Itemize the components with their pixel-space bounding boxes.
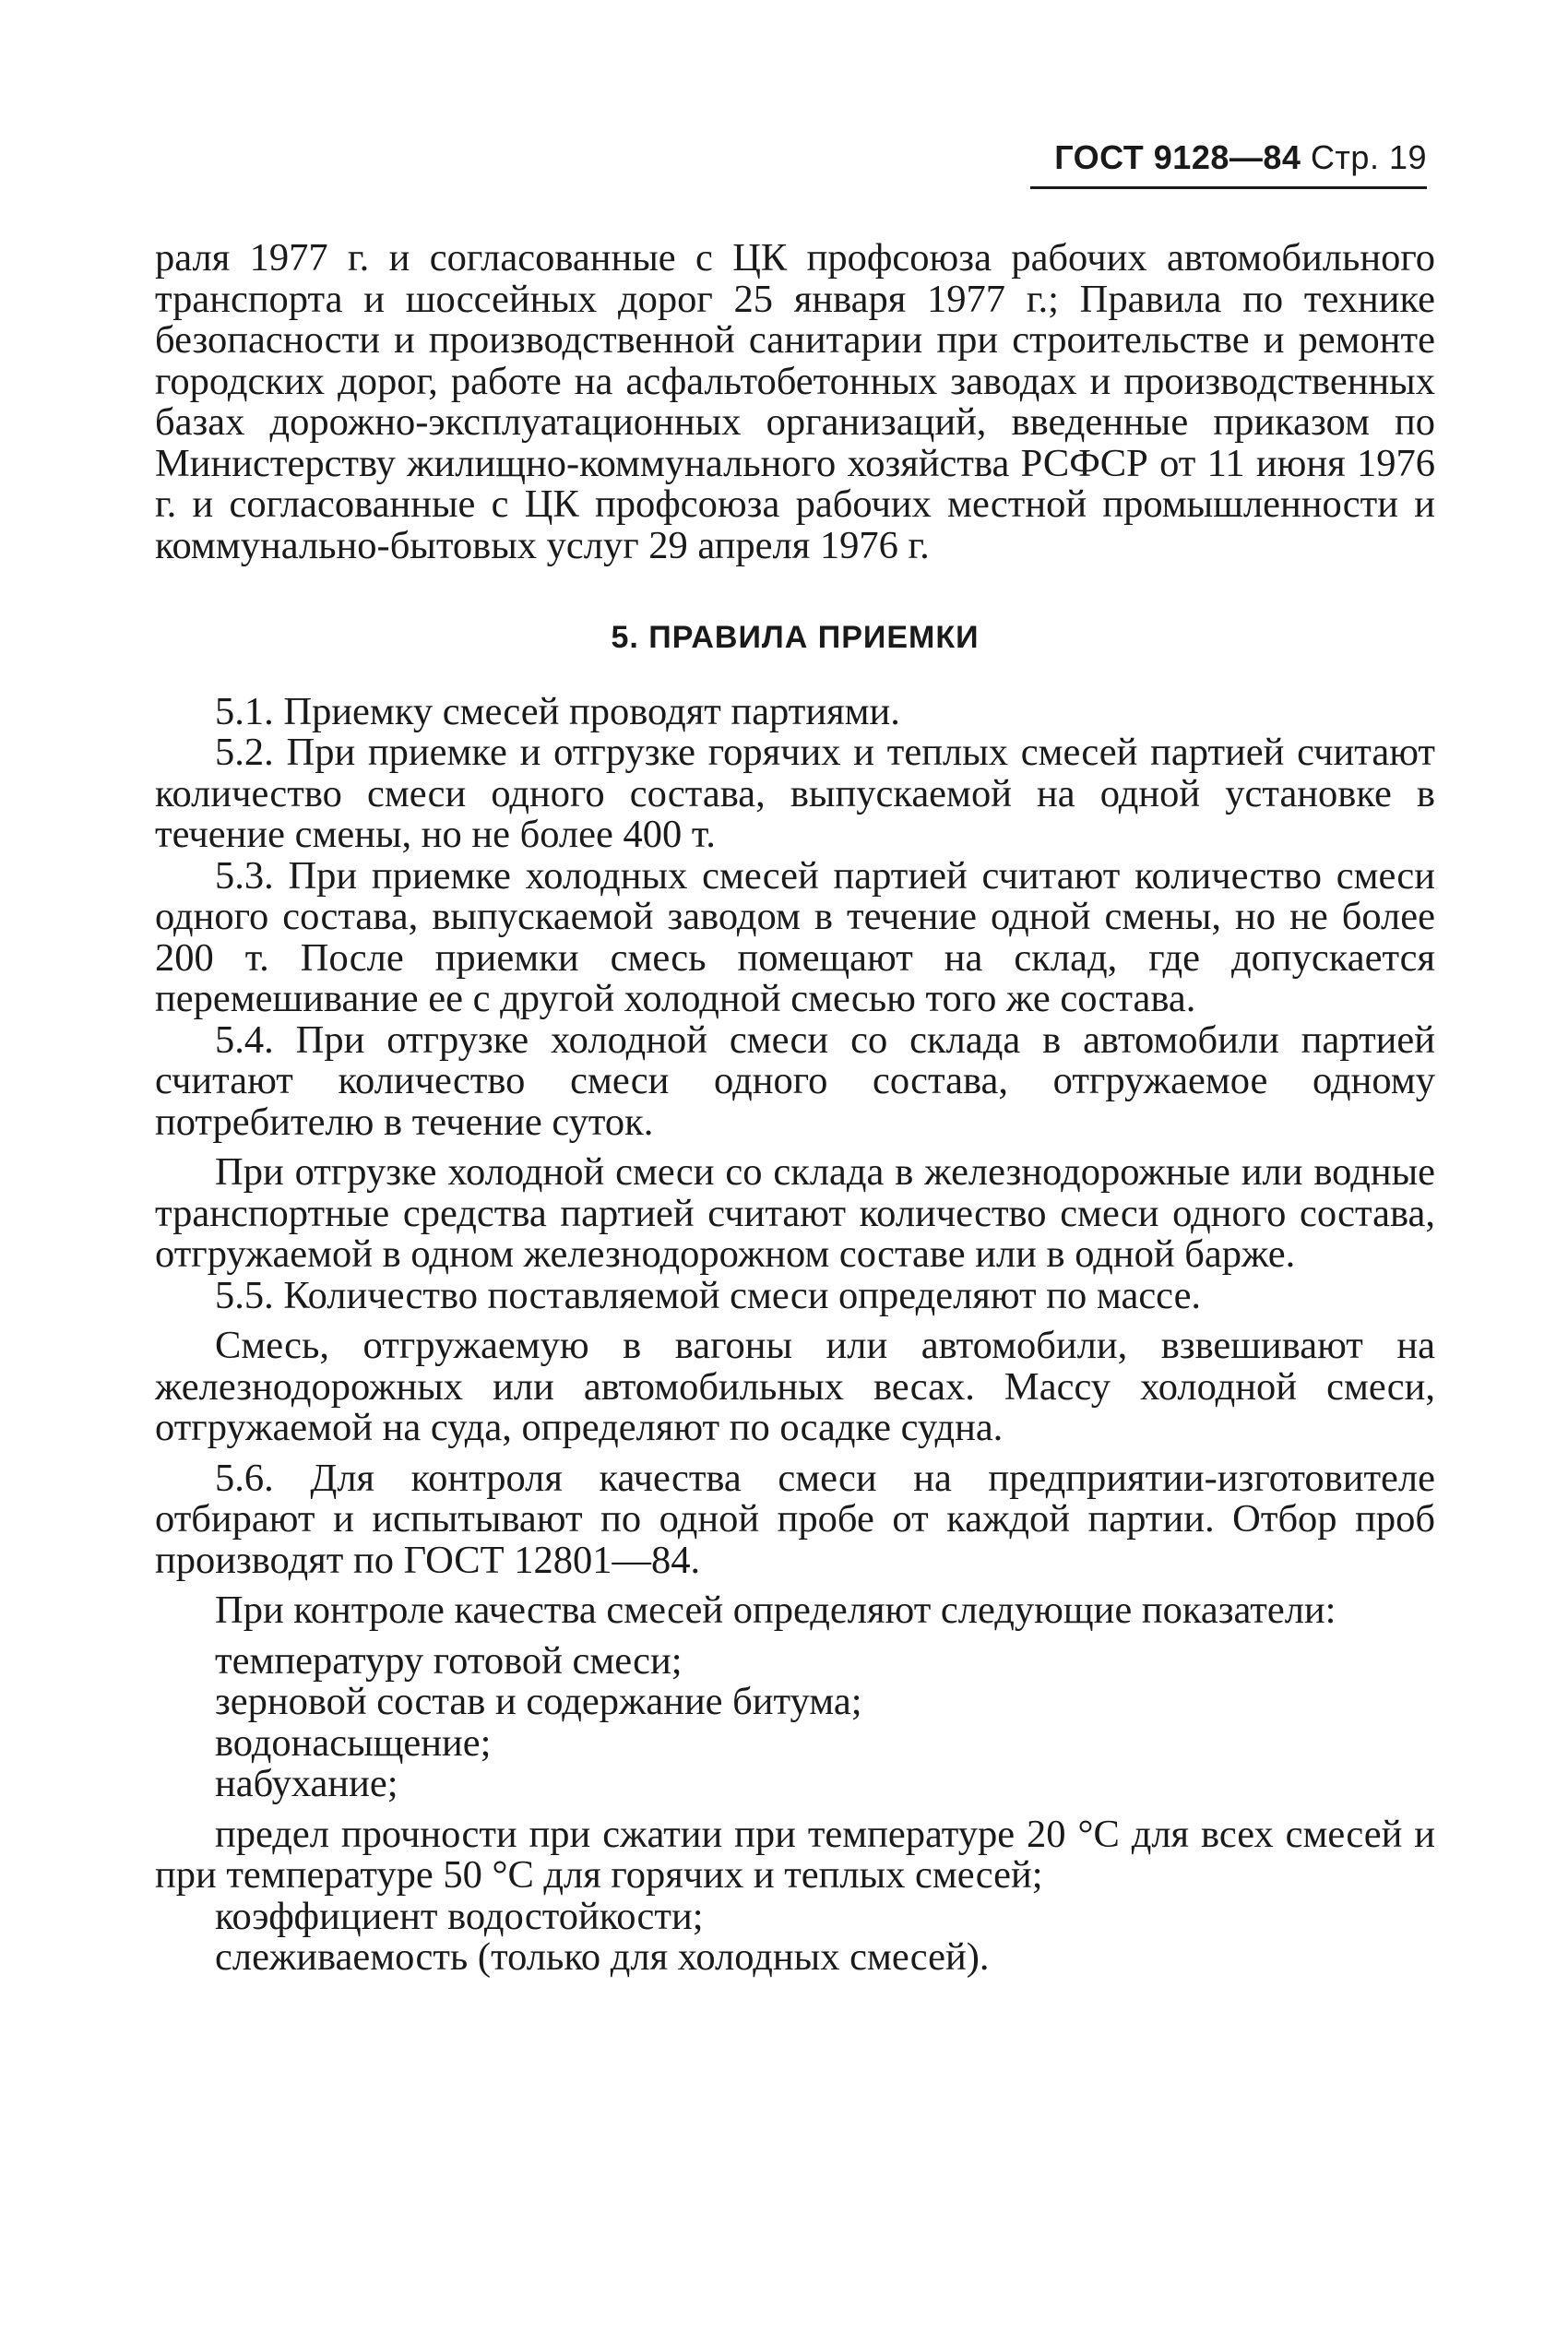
paragraph-5-4-rail-water: При отгрузке холодной смеси со склада в железнодорожные или водные транспортные средства партией считают количество смеси одного состава, отгружаемой в одном железнодорожном составе или в одной барже.	[155, 1150, 1435, 1276]
paragraph-5-3: 5.3. При приемке холодных смесей партией считают количество смеси одного состава, выпускаемой заводом в течение одной смены, но не более 200 т. После приемки смесь помещают на склад, где допускается перемешивание ее с другой холодной смесью того же состава.	[155, 853, 1435, 1020]
section-heading: 5. ПРАВИЛА ПРИЕМКИ	[611, 620, 980, 655]
indicator-item: зерновой состав и содержание битума;	[215, 1680, 862, 1723]
indicator-item: предел прочности при сжатии при температуре 20 °С для всех смесей и при температуре 50 °С для горячих и теплых смесей;	[155, 1812, 1435, 1897]
indicator-item: коэффициент водостойкости;	[215, 1894, 704, 1938]
body-text	[155, 238, 1435, 1979]
paragraph-5-6: 5.6. Для контроля качества смеси на предприятии-изготовителе отбирают и испытывают по одной пробе от каждой партии. Отбор проб производят по ГОСТ 12801—84.	[155, 1456, 1435, 1582]
paragraph-5-1: 5.1. Приемку смесей проводят партиями.	[215, 689, 900, 733]
paragraph-5-4: 5.4. При отгрузке холодной смеси со склада в автомобили партией считают количество смеси одного состава, отгружаемое одному потребителю в течение суток.	[155, 1017, 1435, 1144]
indicator-item: водонасыщение;	[215, 1720, 492, 1765]
intro-paragraph: раля 1977 г. и согласованные с ЦК профсоюза рабочих автомобильного транспорта и шоссейных дорог 25 января 1977 г.; Правила по технике безопасности и производственной санитарии при строительстве и ремонте городских дорог, работе на асфальтобетонных заводах и производственных базах дорожно-эксплуатационных организаций, введенные приказом по Министерству жилищно-коммунального хозяйства РСФСР от 11 июня 1976 г. и согласованные с ЦК профсоюза рабочих местной промышленности и коммунально-бытовых услуг 29 апреля 1976 г.	[155, 236, 1435, 567]
indicator-item: температуру готовой смеси;	[215, 1638, 683, 1683]
paragraph-5-5: 5.5. Количество поставляемой смеси определяют по массе.	[215, 1273, 1202, 1317]
page-number: Стр. 19	[1310, 138, 1427, 176]
indicator-item: слеживаемость (только для холодных смесей).	[215, 1935, 990, 1979]
standard-number: ГОСТ 9128—84	[1054, 138, 1301, 176]
indicator-item: набухание;	[215, 1762, 398, 1805]
paragraph-5-2: 5.2. При приемке и отгрузке горячих и теплых смесей партией считают количество смеси одного состава, выпускаемой на одной установке в течение смены, но не более 400 т.	[155, 731, 1435, 856]
paragraph-5-5-weighing: Смесь, отгружаемую в вагоны или автомобили, взвешивают на железнодорожных или автомобильных весах. Массу холодной смеси, отгружаемой на суда, определяют по осадке судна.	[155, 1324, 1435, 1449]
paragraph-indicators-intro: При контроле качества смесей определяют следующие показатели:	[215, 1588, 1336, 1632]
running-header	[1030, 138, 1427, 189]
